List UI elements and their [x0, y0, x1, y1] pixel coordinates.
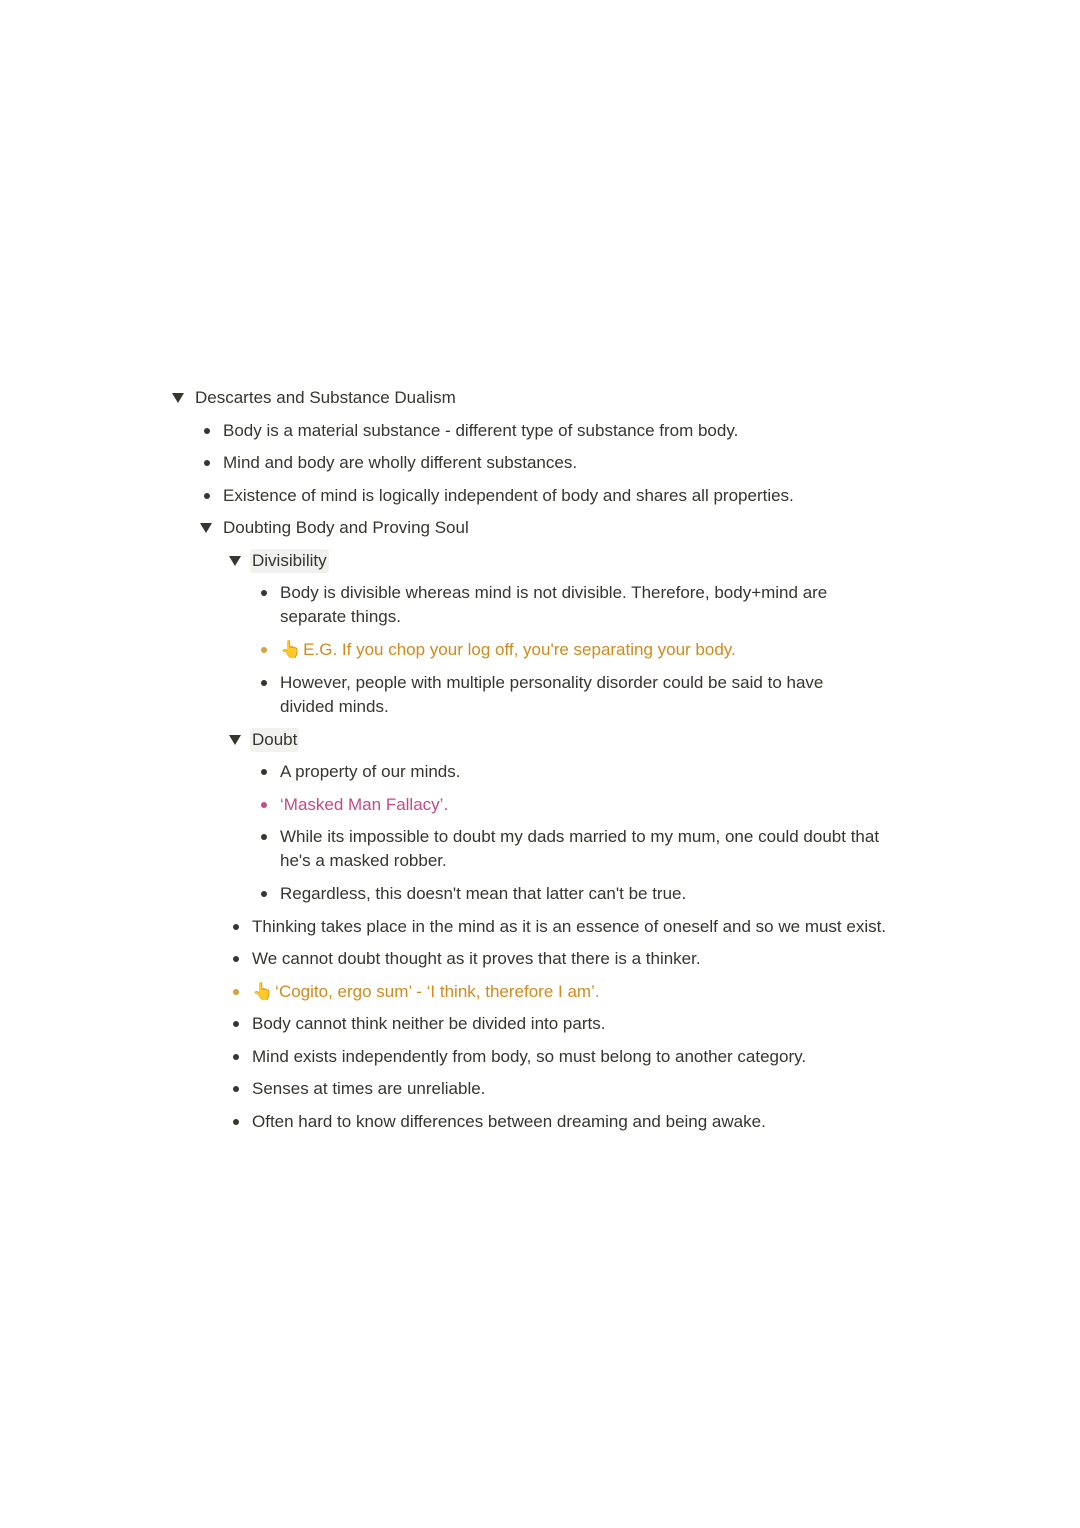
- list-item-text: We cannot doubt thought as it proves that there is a thinker.: [252, 949, 701, 968]
- bullet-dot-icon: [233, 924, 239, 930]
- bullet-dot-icon: [261, 834, 267, 840]
- list-item-text: [252, 980, 600, 1004]
- toggle-heading: Doubt: [250, 728, 299, 752]
- list-item-text: Thinking takes place in the mind as it is an essence of oneself and so we must exist.: [252, 917, 887, 936]
- bullet-dot-icon: [204, 493, 210, 499]
- triangle-down-icon[interactable]: [228, 549, 242, 573]
- list-item-text: Body cannot think neither be divided into parts.: [252, 1014, 606, 1033]
- page-title: Descartes and Substance Dualism: [195, 388, 456, 407]
- bullet-dot-icon: [261, 647, 267, 653]
- list-item-text: Regardless, this doesn't mean that latter can't be true.: [280, 884, 687, 903]
- list-item-text: Body is a material substance - different type of substance from body.: [223, 421, 739, 440]
- list-item-text: While its impossible to doubt my dads married to my mum, one could doubt that he's a masked robber.: [280, 827, 880, 870]
- list-item-text: A property of our minds.: [280, 762, 461, 781]
- bullet-dot-icon: [204, 460, 210, 466]
- list-item-text: [280, 638, 736, 662]
- triangle-down-icon[interactable]: [199, 516, 213, 540]
- toggle-heading: Doubting Body and Proving Soul: [223, 518, 469, 537]
- pointing-hand-icon: 👆: [252, 982, 274, 1002]
- bullet-dot-icon: [261, 802, 267, 808]
- list-item-text: Mind and body are wholly different substances.: [223, 453, 578, 472]
- list-item-text: Often hard to know differences between dreaming and being awake.: [252, 1112, 766, 1131]
- pointing-hand-icon: 👆: [280, 640, 302, 660]
- list-item-label: ‘Cogito, ergo sum’ - ‘I think, therefore I am’.: [275, 982, 600, 1001]
- list-item-text: However, people with multiple personality disorder could be said to have divided minds.: [280, 673, 824, 716]
- list-item-text: Body is divisible whereas mind is not divisible. Therefore, body+mind are separate things.: [280, 583, 828, 626]
- bullet-dot-icon: [233, 956, 239, 962]
- bullet-dot-icon: [261, 680, 267, 686]
- list-item-text: Existence of mind is logically independent of body and shares all properties.: [223, 486, 794, 505]
- list-item-text: Senses at times are unreliable.: [252, 1079, 486, 1098]
- list-item-text: ‘Masked Man Fallacy’.: [280, 795, 449, 814]
- bullet-dot-icon: [261, 590, 267, 596]
- list-item-label: E.G. If you chop your log off, you're separating your body.: [303, 640, 736, 659]
- list-item-text: Mind exists independently from body, so must belong to another category.: [252, 1047, 807, 1066]
- triangle-down-icon[interactable]: [171, 386, 185, 410]
- bullet-dot-icon: [233, 989, 239, 995]
- bullet-dot-icon: [233, 1086, 239, 1092]
- bullet-dot-icon: [233, 1021, 239, 1027]
- bullet-dot-icon: [233, 1119, 239, 1125]
- bullet-dot-icon: [261, 891, 267, 897]
- bullet-dot-icon: [233, 1054, 239, 1060]
- bullet-dot-icon: [204, 428, 210, 434]
- bullet-dot-icon: [261, 769, 267, 775]
- toggle-heading: Divisibility: [250, 549, 329, 573]
- triangle-down-icon[interactable]: [228, 728, 242, 752]
